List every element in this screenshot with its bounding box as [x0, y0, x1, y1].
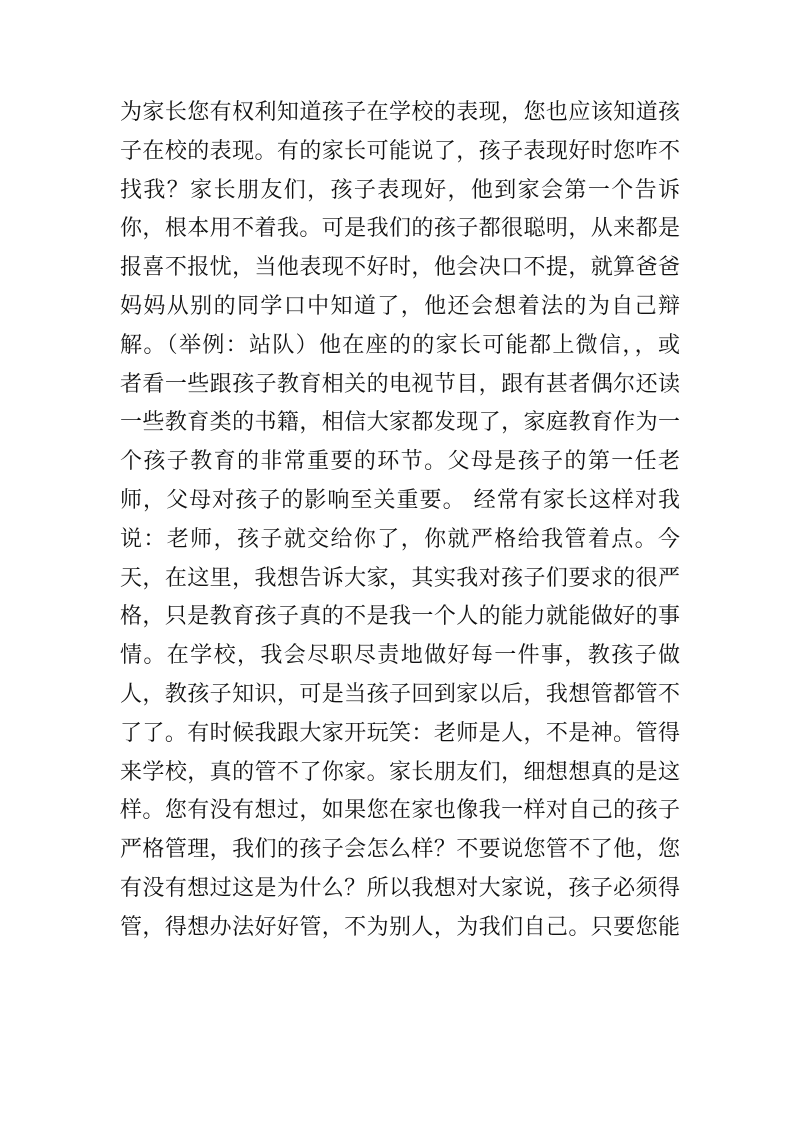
text-line: 情。在学校，我会尽职尽责地做好每一件事，教孩子做 [120, 643, 680, 669]
text-line: 一些教育类的书籍，相信大家都发现了，家庭教育作为一 [120, 410, 680, 436]
text-line: 格，只是教育孩子真的不是我一个人的能力就能做好的事 [120, 604, 680, 630]
text-line: 解。（举例：站队）他在座的的家长可能都上微信，，或 [120, 332, 680, 358]
text-line: 子在校的表现。有的家长可能说了，孩子表现好时您咋不 [120, 138, 680, 164]
text-line: 了了。有时候我跟大家开玩笑：老师是人，不是神。管得 [120, 720, 680, 746]
text-line: 妈妈从别的同学口中知道了，他还会想着法的为自己辩 [120, 293, 680, 319]
text-line: 找我？家长朋友们，孩子表现好，他到家会第一个告诉 [120, 177, 680, 203]
body-text [120, 94, 680, 948]
text-line: 管，得想办法好好管，不为别人，为我们自己。只要您能 [120, 914, 680, 940]
text-line: 来学校，真的管不了你家。家长朋友们，细想想真的是这 [120, 759, 680, 785]
text-line: 个孩子教育的非常重要的环节。父母是孩子的第一任老 [120, 449, 680, 475]
text-line: 者看一些跟孩子教育相关的电视节目，跟有甚者偶尔还读 [120, 371, 680, 397]
text-line: 你，根本用不着我。可是我们的孩子都很聪明，从来都是 [120, 216, 680, 242]
text-line: 有没有想过这是为什么？所以我想对大家说，孩子必须得 [120, 875, 680, 901]
text-line: 严格管理，我们的孩子会怎么样？不要说您管不了他，您 [120, 837, 680, 863]
text-line: 报喜不报忧，当他表现不好时，他会决口不提，就算爸爸 [120, 255, 680, 281]
text-line: 师，父母对孩子的影响至关重要。 经常有家长这样对我 [120, 487, 680, 513]
text-line: 为家长您有权利知道孩子在学校的表现，您也应该知道孩 [120, 100, 680, 125]
text-line: 样。您有没有想过，如果您在家也像我一样对自己的孩子 [120, 798, 680, 824]
text-line: 说：老师，孩子就交给你了，你就严格给我管着点。今 [120, 526, 680, 552]
text-line: 人，教孩子知识，可是当孩子回到家以后，我想管都管不 [120, 681, 680, 707]
text-line: 天，在这里，我想告诉大家，其实我对孩子们要求的很严 [120, 565, 680, 591]
